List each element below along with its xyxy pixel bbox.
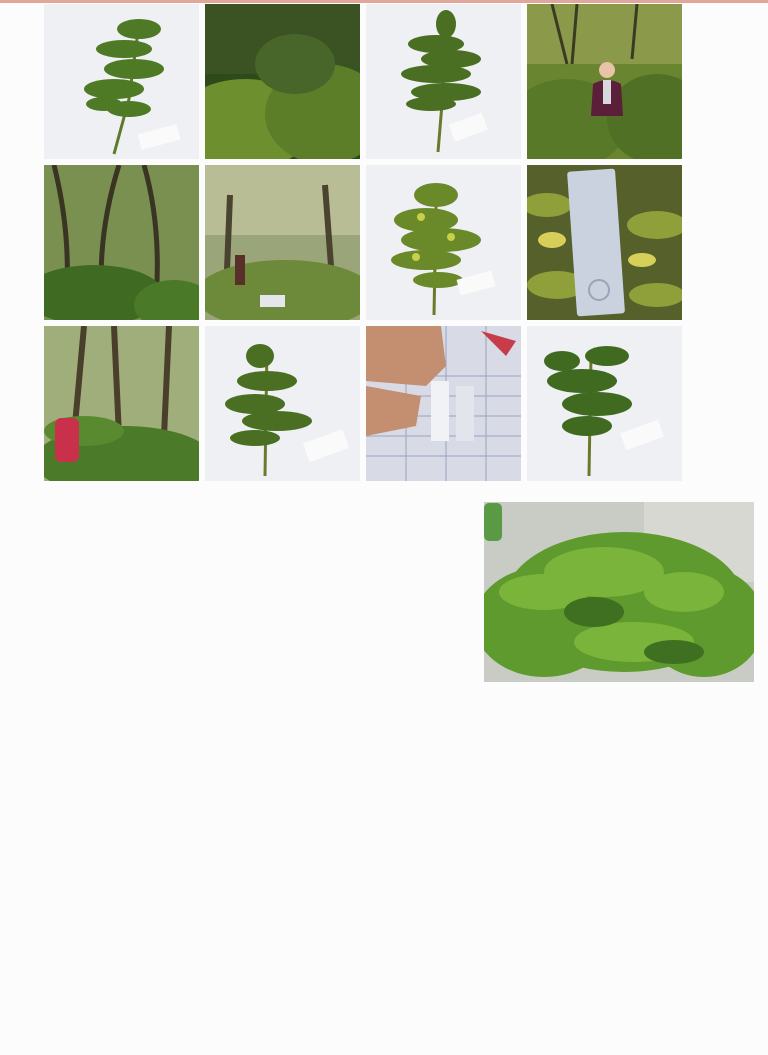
photo-garden-undergrowth	[205, 4, 360, 159]
photo-boxwood-sprig-2	[366, 4, 521, 159]
photo-misty-park	[205, 165, 360, 320]
photo-metal-label	[527, 165, 682, 320]
photo-boxwood-sprig-3	[205, 326, 360, 481]
photo-boxwood-sprig-1	[44, 4, 199, 159]
photo-boxwood-sprig-4	[527, 326, 682, 481]
tag-raffinee	[484, 503, 502, 541]
photo-grid	[44, 4, 684, 478]
photo-variegated-boxwood	[366, 165, 521, 320]
photo-twisted-trees	[44, 165, 199, 320]
photo-hands-engraving	[366, 326, 521, 481]
photo-fern	[484, 502, 754, 682]
tag-classes	[55, 418, 79, 462]
photo-woman-in-garden	[527, 4, 682, 159]
top-rule	[0, 0, 768, 3]
